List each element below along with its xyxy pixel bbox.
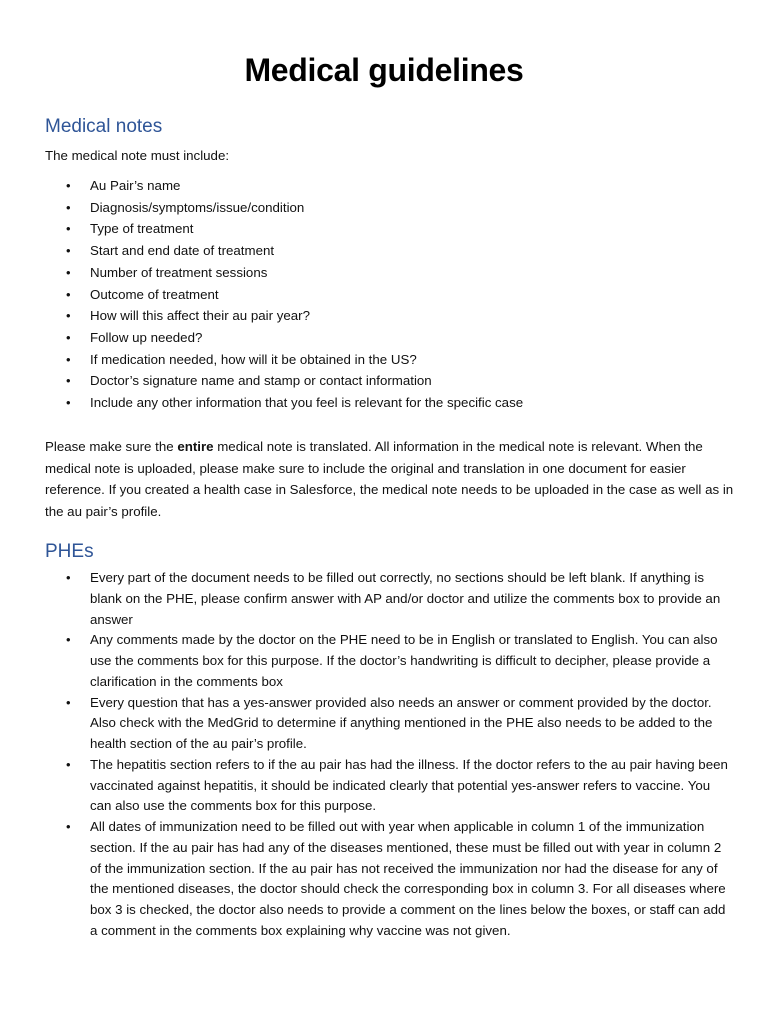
list-item: • Type of treatment	[45, 218, 725, 240]
phes-list	[45, 568, 735, 942]
paragraph-text-end: medical note is translated. All information in the medical note is relevant. When the medical note is uploaded, please make sure to include the original and translation in one document for easier reference. If you created a health case in Salesforce, the medical note needs to be uploaded in the case as well as in the au pair’s profile.	[45, 439, 734, 520]
list-item: • If medication needed, how will it be obtained in the US?	[45, 349, 725, 371]
phes-heading: PHEs	[45, 541, 94, 562]
list-item: • Outcome of treatment	[45, 284, 725, 306]
list-item: • How will this affect their au pair year?	[45, 305, 725, 327]
medical-notes-intro: The medical note must include:	[45, 148, 230, 163]
list-item: • All dates of immunization need to be filled out with year when applicable in column 1 of the immunization section. If the au pair has had any of the diseases mentioned, these must be filled out with year in column 2 of the immunization section. If the au pair has not received the immunization nor had the disease for any of the mentioned diseases, the doctor should check the corresponding box in column 3. For all diseases where box 3 is checked, the doctor also needs to provide a comment on the lines below the boxes, or staff can add a comment in the comments box explaining why vaccine was not given.	[45, 817, 735, 942]
paragraph-text-start: Please make sure the	[45, 439, 178, 454]
medical-notes-heading: Medical notes	[45, 116, 163, 137]
list-item: • Diagnosis/symptoms/issue/condition	[45, 197, 725, 219]
list-item: • Doctor’s signature name and stamp or contact information	[45, 370, 725, 392]
medical-notes-list	[45, 175, 725, 414]
list-item: • Every question that has a yes-answer provided also needs an answer or comment provided by the doctor. Also check with the MedGrid to determine if anything mentioned in the PHE also needs to be added to the health section of the au pair’s profile.	[45, 693, 735, 755]
list-item: • The hepatitis section refers to if the au pair has had the illness. If the doctor refers to the au pair having been vaccinated against hepatitis, it should be indicated clearly that potential yes-answer refers to vaccine. You can also use the comments box for this purpose.	[45, 755, 735, 817]
list-item: • Include any other information that you feel is relevant for the specific case	[45, 392, 725, 414]
list-item: • Number of treatment sessions	[45, 262, 725, 284]
list-item: • Every part of the document needs to be filled out correctly, no sections should be left blank. If anything is blank on the PHE, please confirm answer with AP and/or doctor and utilize the comments box to provide an answer	[45, 568, 735, 630]
paragraph-bold-word: entire	[177, 439, 214, 454]
list-item: • Any comments made by the doctor on the PHE need to be in English or translated to English. You can also use the comments box for this purpose. If the doctor’s handwriting is difficult to decipher, please provide a clarification in the comments box	[45, 630, 735, 692]
medical-notes-paragraph	[45, 436, 735, 523]
list-item: • Au Pair’s name	[45, 175, 725, 197]
list-item: • Start and end date of treatment	[45, 240, 725, 262]
list-item: • Follow up needed?	[45, 327, 725, 349]
page-title: Medical guidelines	[244, 52, 524, 88]
